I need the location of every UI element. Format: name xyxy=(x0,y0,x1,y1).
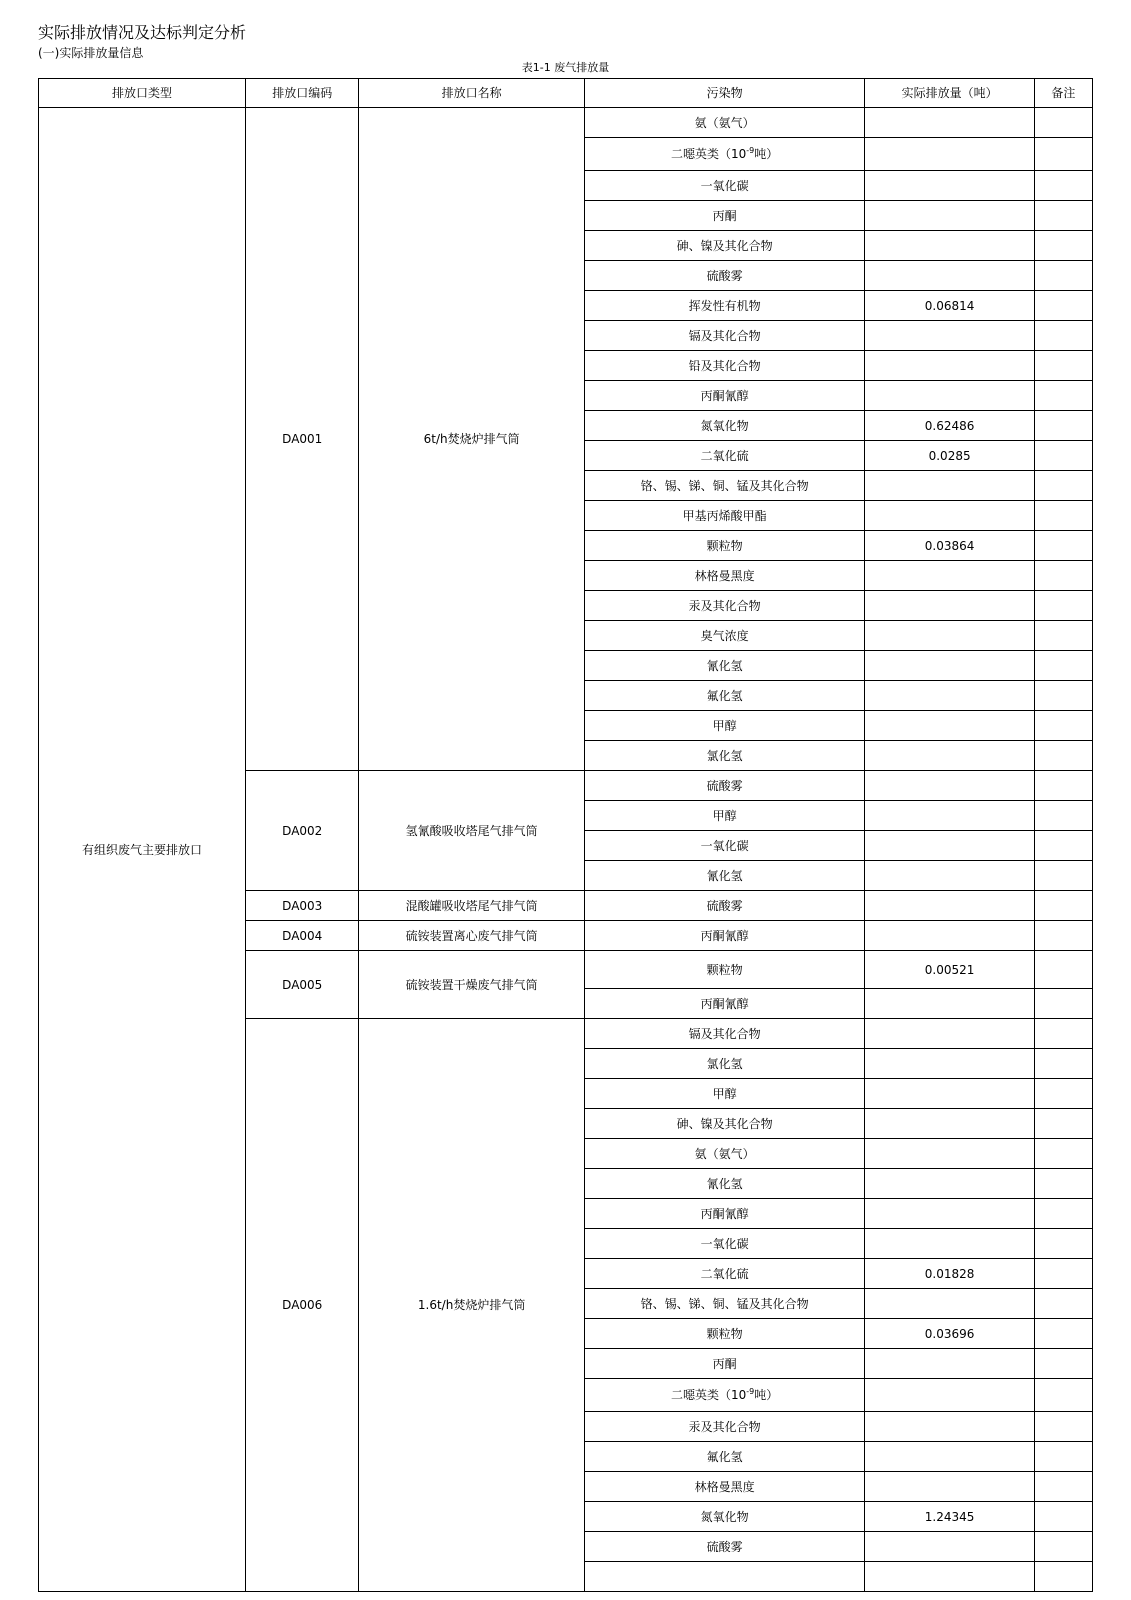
actual-emission-cell xyxy=(865,1379,1034,1412)
remark-cell xyxy=(1034,621,1092,651)
remark-cell xyxy=(1034,231,1092,261)
remark-cell xyxy=(1034,471,1092,501)
pollutant-cell: 一氧化碳 xyxy=(584,831,865,861)
remark-cell xyxy=(1034,411,1092,441)
actual-emission-cell xyxy=(865,201,1034,231)
actual-emission-cell xyxy=(865,861,1034,891)
remark-cell xyxy=(1034,1139,1092,1169)
actual-emission-cell: 1.24345 xyxy=(865,1502,1034,1532)
remark-cell xyxy=(1034,591,1092,621)
pollutant-cell: 硫酸雾 xyxy=(584,261,865,291)
pollutant-exponent: -9 xyxy=(746,146,755,155)
outlet-code-cell: DA004 xyxy=(246,921,359,951)
actual-emission-cell: 0.00521 xyxy=(865,951,1034,989)
outlet-name-cell: 硫铵装置干燥废气排气筒 xyxy=(359,951,584,1019)
remark-cell xyxy=(1034,1442,1092,1472)
remark-cell xyxy=(1034,261,1092,291)
pollutant-cell: 甲基丙烯酸甲酯 xyxy=(584,501,865,531)
pollutant-cell: 甲醇 xyxy=(584,711,865,741)
pollutant-cell: 一氧化碳 xyxy=(584,171,865,201)
actual-emission-cell xyxy=(865,1109,1034,1139)
actual-emission-cell: 0.62486 xyxy=(865,411,1034,441)
outlet-name-cell: 1.6t/h焚烧炉排气筒 xyxy=(359,1019,584,1592)
pollutant-label: 二噁英类（10 xyxy=(671,147,747,161)
remark-cell xyxy=(1034,291,1092,321)
table-row xyxy=(39,108,1093,138)
actual-emission-cell xyxy=(865,171,1034,201)
remark-cell xyxy=(1034,921,1092,951)
remark-cell xyxy=(1034,1169,1092,1199)
remark-cell xyxy=(1034,351,1092,381)
header-pollutant: 污染物 xyxy=(584,79,865,108)
page-title: 实际排放情况及达标判定分析 xyxy=(38,23,247,42)
pollutant-cell: 氰化氢 xyxy=(584,651,865,681)
remark-cell xyxy=(1034,989,1092,1019)
pollutant-cell: 丙酮氰醇 xyxy=(584,1199,865,1229)
pollutant-cell: 镉及其化合物 xyxy=(584,321,865,351)
header-outlet-type: 排放口类型 xyxy=(39,79,246,108)
remark-cell xyxy=(1034,531,1092,561)
header-actual-emission: 实际排放量（吨） xyxy=(865,79,1034,108)
emission-table xyxy=(38,78,1093,1592)
remark-cell xyxy=(1034,951,1092,989)
actual-emission-cell xyxy=(865,831,1034,861)
remark-cell xyxy=(1034,1049,1092,1079)
pollutant-cell: 丙酮氰醇 xyxy=(584,921,865,951)
remark-cell xyxy=(1034,681,1092,711)
actual-emission-cell xyxy=(865,1199,1034,1229)
pollutant-cell: 氰化氢 xyxy=(584,861,865,891)
outlet-name-cell: 混酸罐吸收塔尾气排气筒 xyxy=(359,891,584,921)
outlet-name-cell: 硫铵装置离心废气排气筒 xyxy=(359,921,584,951)
remark-cell xyxy=(1034,1472,1092,1502)
remark-cell xyxy=(1034,1289,1092,1319)
remark-cell xyxy=(1034,381,1092,411)
remark-cell xyxy=(1034,201,1092,231)
actual-emission-cell xyxy=(865,741,1034,771)
remark-cell xyxy=(1034,1079,1092,1109)
pollutant-cell: 挥发性有机物 xyxy=(584,291,865,321)
actual-emission-cell xyxy=(865,711,1034,741)
actual-emission-cell xyxy=(865,321,1034,351)
actual-emission-cell xyxy=(865,138,1034,171)
actual-emission-cell xyxy=(865,351,1034,381)
pollutant-cell: 一氧化碳 xyxy=(584,1229,865,1259)
section-subtitle: (一)实际排放量信息 xyxy=(38,46,144,60)
actual-emission-cell xyxy=(865,621,1034,651)
remark-cell xyxy=(1034,891,1092,921)
pollutant-cell: 丙酮氰醇 xyxy=(584,381,865,411)
table-header-row xyxy=(39,79,1093,108)
actual-emission-cell: 0.03696 xyxy=(865,1319,1034,1349)
actual-emission-cell xyxy=(865,1229,1034,1259)
actual-emission-cell: 0.06814 xyxy=(865,291,1034,321)
remark-cell xyxy=(1034,441,1092,471)
header-outlet-name: 排放口名称 xyxy=(359,79,584,108)
remark-cell xyxy=(1034,108,1092,138)
pollutant-cell: 镉及其化合物 xyxy=(584,1019,865,1049)
remark-cell xyxy=(1034,801,1092,831)
actual-emission-cell xyxy=(865,108,1034,138)
outlet-code-cell: DA006 xyxy=(246,1019,359,1592)
outlet-type-cell: 有组织废气主要排放口 xyxy=(39,108,246,1592)
pollutant-cell xyxy=(584,138,865,171)
pollutant-cell: 二氧化硫 xyxy=(584,441,865,471)
pollutant-cell: 二氧化硫 xyxy=(584,1259,865,1289)
pollutant-cell: 甲醇 xyxy=(584,801,865,831)
pollutant-cell: 氯化氢 xyxy=(584,1049,865,1079)
actual-emission-cell xyxy=(865,1562,1034,1592)
remark-cell xyxy=(1034,651,1092,681)
actual-emission-cell xyxy=(865,801,1034,831)
remark-cell xyxy=(1034,711,1092,741)
remark-cell xyxy=(1034,1379,1092,1412)
actual-emission-cell xyxy=(865,381,1034,411)
header-outlet-code: 排放口编码 xyxy=(246,79,359,108)
outlet-code-cell: DA005 xyxy=(246,951,359,1019)
actual-emission-cell xyxy=(865,681,1034,711)
pollutant-label: 二噁英类（10 xyxy=(671,1388,747,1402)
pollutant-cell: 氯化氢 xyxy=(584,741,865,771)
actual-emission-cell xyxy=(865,1349,1034,1379)
header-remark: 备注 xyxy=(1034,79,1092,108)
actual-emission-cell xyxy=(865,1412,1034,1442)
actual-emission-cell xyxy=(865,989,1034,1019)
actual-emission-cell: 0.01828 xyxy=(865,1259,1034,1289)
pollutant-cell: 汞及其化合物 xyxy=(584,591,865,621)
remark-cell xyxy=(1034,1319,1092,1349)
pollutant-cell: 氟化氢 xyxy=(584,1442,865,1472)
pollutant-cell: 铅及其化合物 xyxy=(584,351,865,381)
actual-emission-cell xyxy=(865,771,1034,801)
pollutant-cell: 氟化氢 xyxy=(584,681,865,711)
actual-emission-cell xyxy=(865,1169,1034,1199)
outlet-name-cell: 6t/h焚烧炉排气筒 xyxy=(359,108,584,771)
actual-emission-cell xyxy=(865,1019,1034,1049)
remark-cell xyxy=(1034,1229,1092,1259)
actual-emission-cell xyxy=(865,261,1034,291)
table-body xyxy=(39,108,1093,1592)
pollutant-cell: 氨（氨气） xyxy=(584,108,865,138)
actual-emission-cell xyxy=(865,1289,1034,1319)
remark-cell xyxy=(1034,1532,1092,1562)
remark-cell xyxy=(1034,171,1092,201)
outlet-name-cell: 氢氰酸吸收塔尾气排气筒 xyxy=(359,771,584,891)
pollutant-unit: 吨） xyxy=(754,147,779,161)
actual-emission-cell xyxy=(865,501,1034,531)
pollutant-cell: 氨（氨气） xyxy=(584,1139,865,1169)
pollutant-cell xyxy=(584,1562,865,1592)
remark-cell xyxy=(1034,1259,1092,1289)
actual-emission-cell xyxy=(865,1079,1034,1109)
actual-emission-cell xyxy=(865,651,1034,681)
actual-emission-cell xyxy=(865,591,1034,621)
remark-cell xyxy=(1034,138,1092,171)
pollutant-cell: 氮氧化物 xyxy=(584,1502,865,1532)
remark-cell xyxy=(1034,861,1092,891)
pollutant-cell: 丙酮 xyxy=(584,201,865,231)
pollutant-cell: 颗粒物 xyxy=(584,951,865,989)
remark-cell xyxy=(1034,1502,1092,1532)
pollutant-cell: 丙酮 xyxy=(584,1349,865,1379)
actual-emission-cell xyxy=(865,1049,1034,1079)
outlet-code-cell: DA002 xyxy=(246,771,359,891)
pollutant-cell: 汞及其化合物 xyxy=(584,1412,865,1442)
remark-cell xyxy=(1034,501,1092,531)
pollutant-cell: 甲醇 xyxy=(584,1079,865,1109)
pollutant-cell: 铬、锡、锑、铜、锰及其化合物 xyxy=(584,1289,865,1319)
actual-emission-cell xyxy=(865,471,1034,501)
pollutant-unit: 吨） xyxy=(754,1388,779,1402)
remark-cell xyxy=(1034,321,1092,351)
pollutant-cell: 臭气浓度 xyxy=(584,621,865,651)
remark-cell xyxy=(1034,771,1092,801)
actual-emission-cell xyxy=(865,921,1034,951)
actual-emission-cell: 0.03864 xyxy=(865,531,1034,561)
pollutant-cell: 氰化氢 xyxy=(584,1169,865,1199)
remark-cell xyxy=(1034,1199,1092,1229)
pollutant-cell: 颗粒物 xyxy=(584,1319,865,1349)
remark-cell xyxy=(1034,1412,1092,1442)
pollutant-cell: 丙酮氰醇 xyxy=(584,989,865,1019)
remark-cell xyxy=(1034,831,1092,861)
pollutant-cell: 硫酸雾 xyxy=(584,771,865,801)
actual-emission-cell xyxy=(865,561,1034,591)
pollutant-cell: 硫酸雾 xyxy=(584,891,865,921)
actual-emission-cell xyxy=(865,231,1034,261)
remark-cell xyxy=(1034,741,1092,771)
pollutant-exponent: -9 xyxy=(746,1387,755,1396)
actual-emission-cell xyxy=(865,1442,1034,1472)
pollutant-cell: 氮氧化物 xyxy=(584,411,865,441)
remark-cell xyxy=(1034,561,1092,591)
remark-cell xyxy=(1034,1349,1092,1379)
pollutant-cell: 硫酸雾 xyxy=(584,1532,865,1562)
actual-emission-cell xyxy=(865,1139,1034,1169)
pollutant-cell: 砷、镍及其化合物 xyxy=(584,1109,865,1139)
pollutant-cell: 铬、锡、锑、铜、锰及其化合物 xyxy=(584,471,865,501)
remark-cell xyxy=(1034,1109,1092,1139)
pollutant-cell: 林格曼黑度 xyxy=(584,561,865,591)
actual-emission-cell xyxy=(865,1532,1034,1562)
pollutant-cell: 砷、镍及其化合物 xyxy=(584,231,865,261)
pollutant-cell: 林格曼黑度 xyxy=(584,1472,865,1502)
outlet-code-cell: DA003 xyxy=(246,891,359,921)
pollutant-cell xyxy=(584,1379,865,1412)
outlet-code-cell: DA001 xyxy=(246,108,359,771)
actual-emission-cell xyxy=(865,1472,1034,1502)
actual-emission-cell: 0.0285 xyxy=(865,441,1034,471)
table-caption: 表1-1 废气排放量 xyxy=(521,61,610,74)
remark-cell xyxy=(1034,1019,1092,1049)
pollutant-cell: 颗粒物 xyxy=(584,531,865,561)
actual-emission-cell xyxy=(865,891,1034,921)
remark-cell xyxy=(1034,1562,1092,1592)
